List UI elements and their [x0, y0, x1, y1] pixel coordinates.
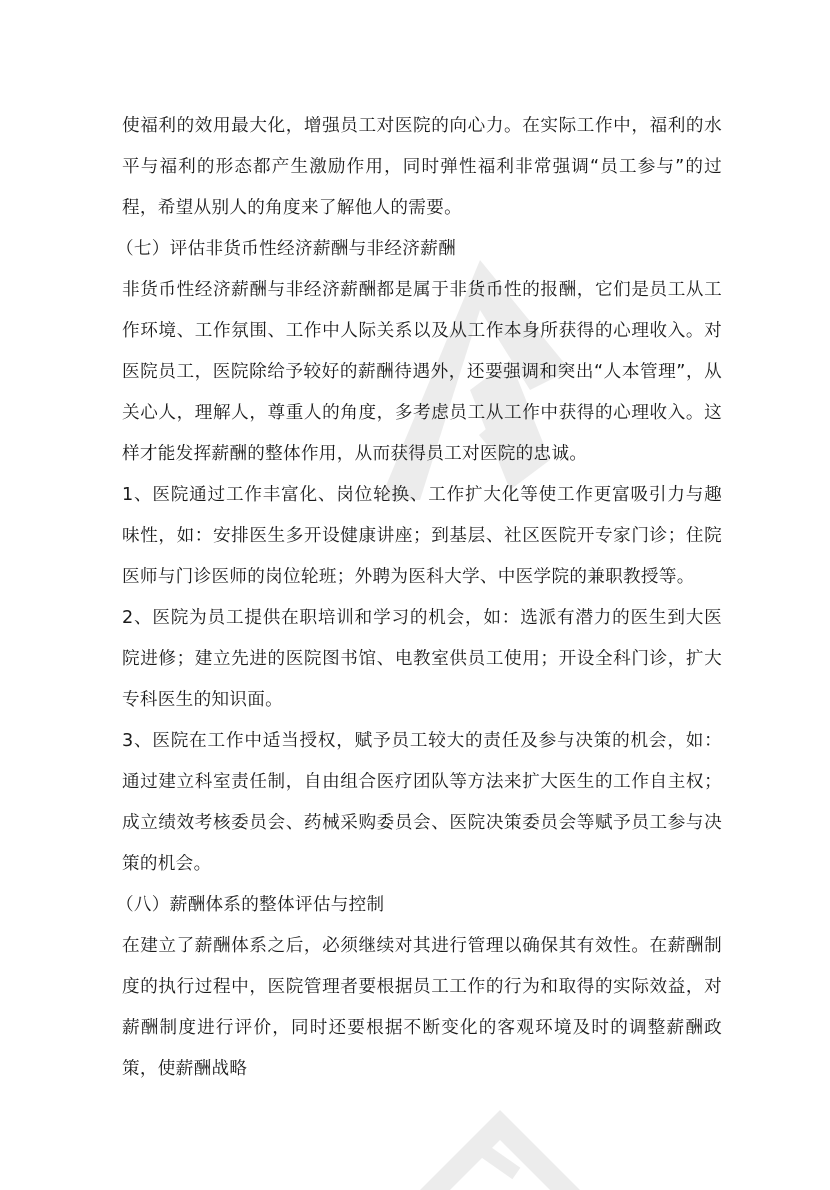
logo-watermark-icon — [420, 1110, 580, 1190]
paragraph-welfare-effect: 使福利的效用最大化，增强员工对医院的向心力。在实际工作中，福利的水平与福利的形态都产生激励作用，同时弹性福利非常强调“员工参与”的过程，希望从别人的角度来了解他人的需要。 — [122, 116, 722, 218]
list-item-2: 2、医院为员工提供在职培训和学习的机会，如：选派有潜力的医生到大医院进修；建立先进的医院图书馆、电教室供员工使用；开设全科门诊，扩大专科医生的知识面。 — [122, 608, 722, 710]
section-heading-7: （七）评估非货币性经济薪酬与非经济薪酬 — [116, 239, 456, 259]
paragraph-non-monetary-pay: 非货币性经济薪酬与非经济薪酬都是属于非货币性的报酬，它们是员工从工作环境、工作氛围、工作中人际关系以及从工作本身所获得的心理收入。对医院员工，医院除给予较好的薪酬待遇外，还要强调和突出“人本管理”，从关心人，理解人，尊重人的角度，多考虑员工从工作中获得的心理收入。这样才能发挥薪酬的整体作用，从而获得员工对医院的忠诚。 — [122, 280, 722, 464]
document-body — [116, 106, 722, 1090]
list-item-1: 1、医院通过工作丰富化、岗位轮换、工作扩大化等使工作更富吸引力与趣味性，如：安排医生多开设健康讲座；到基层、社区医院开专家门诊；住院医师与门诊医师的岗位轮班；外聘为医科大学、中医学院的兼职教授等。 — [122, 485, 722, 587]
list-item-3: 3、医院在工作中适当授权，赋予员工较大的责任及参与决策的机会，如：通过建立科室责任制，自由组合医疗团队等方法来扩大医生的工作自主权；成立绩效考核委员会、药械采购委员会、医院决策委员会等赋予员工参与决策的机会。 — [122, 731, 722, 874]
section-heading-8: （八）薪酬体系的整体评估与控制 — [116, 895, 385, 915]
paragraph-system-evaluation: 在建立了薪酬体系之后，必须继续对其进行管理以确保其有效性。在薪酬制度的执行过程中，医院管理者要根据员工工作的行为和取得的实际效益，对薪酬制度进行评价，同时还要根据不断变化的客观环境及时的调整薪酬政策，使薪酬战略 — [122, 936, 722, 1079]
